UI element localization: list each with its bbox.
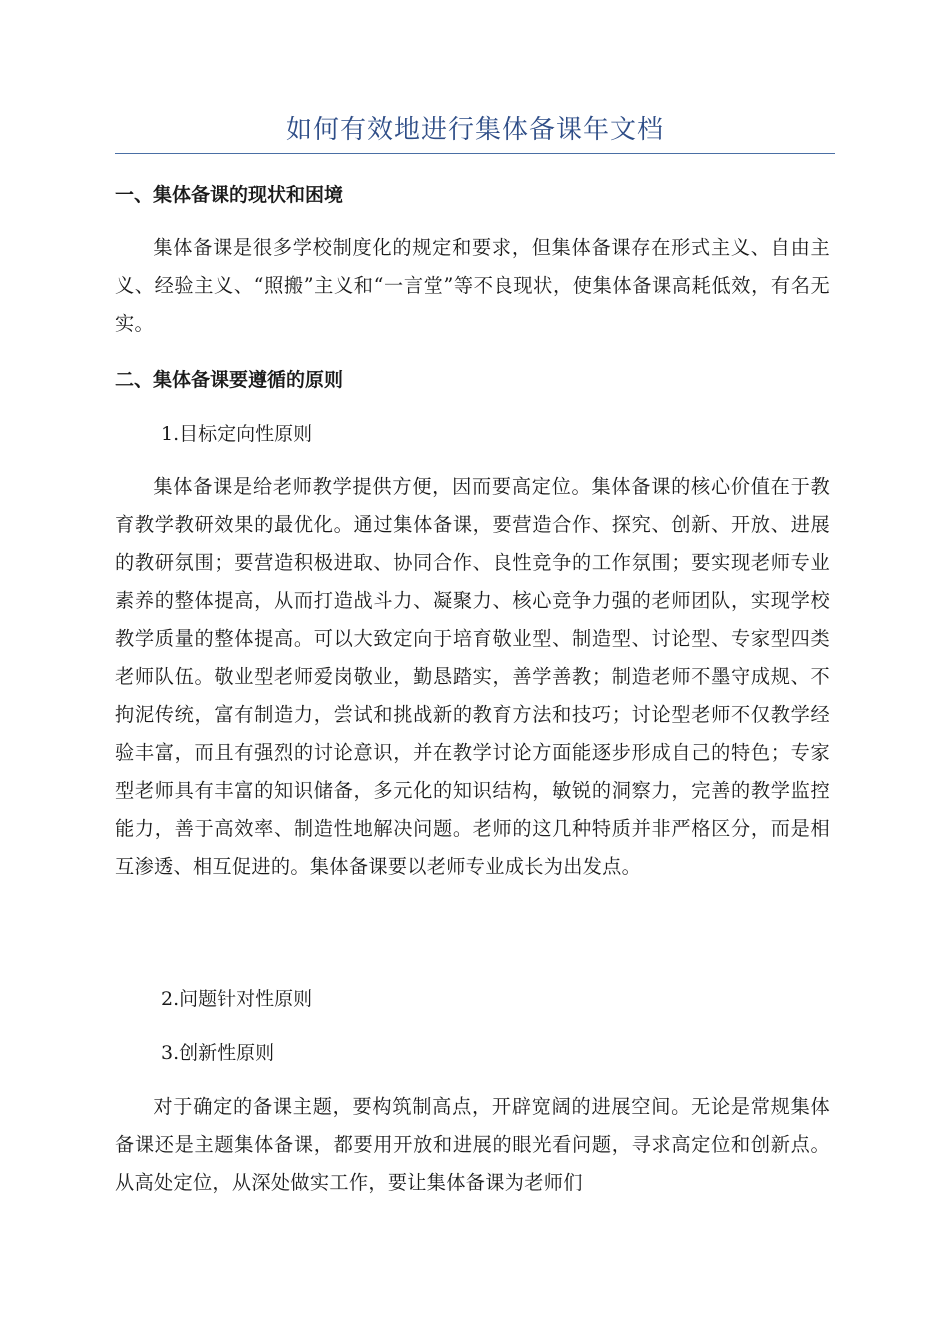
principle-3-label: 3.创新性原则 xyxy=(161,1042,275,1064)
section-1-paragraph: 集体备课是很多学校制度化的规定和要求，但集体备课存在形式主义、自由主义、经验主义、“照搬”主义和“一言堂”等不良现状，使集体备课高耗低效，有名无实。 xyxy=(115,236,830,335)
section-heading-1: 一、集体备课的现状和困境 xyxy=(115,184,344,206)
title-underline xyxy=(115,153,835,154)
document-title: 如何有效地进行集体备课年文档 xyxy=(285,115,664,145)
principle-3-paragraph: 对于确定的备课主题，要构筑制高点，开辟宽阔的进展空间。无论是常规集体备课还是主题集体备课，都要用开放和进展的眼光看问题，寻求高定位和创新点。从高处定位，从深处做实工作，要让集体备课为老师们 xyxy=(115,1095,830,1194)
principle-2-label: 2.问题针对性原则 xyxy=(161,988,313,1010)
principle-1-paragraph: 集体备课是给老师教学提供方便，因而要高定位。集体备课的核心价值在于教育教学教研效果的最优化。通过集体备课，要营造合作、探究、创新、开放、进展的教研氛围；要营造积极进取、协同合作、良性竞争的工作氛围；要实现老师专业素养的整体提高，从而打造战斗力、凝聚力、核心竞争力强的老师团队，实现学校教学质量的整体提高。可以大致定向于培育敬业型、制造型、讨论型、专家型四类老师队伍。敬业型老师爱岗敬业，勤恳踏实，善学善教；制造老师不墨守成规、不拘泥传统，富有制造力，尝试和挑战新的教育方法和技巧；讨论型老师不仅教学经验丰富，而且有强烈的讨论意识，并在教学讨论方面能逐步形成自己的特色；专家型老师具有丰富的知识储备，多元化的知识结构，敏锐的洞察力，完善的教学监控能力，善于高效率、制造性地解决问题。老师的这几种特质并非严格区分，而是相互渗透、相互促进的。集体备课要以老师专业成长为出发点。 xyxy=(115,475,830,878)
section-heading-2: 二、集体备课要遵循的原则 xyxy=(115,369,344,391)
principle-1-label: 1.目标定向性原则 xyxy=(161,423,313,445)
